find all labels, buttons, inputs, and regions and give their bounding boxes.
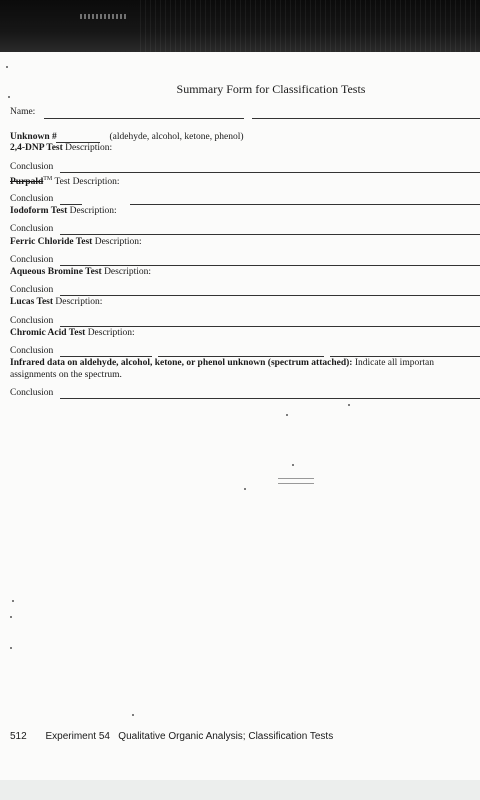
conclusion-chromic-field[interactable] xyxy=(60,356,152,357)
conclusion-purpald-field[interactable] xyxy=(60,204,82,205)
unknown-options: (aldehyde, alcohol, ketone, phenol) xyxy=(109,132,244,142)
chapter-title: Qualitative Organic Analysis; Classification Tests xyxy=(118,731,334,742)
unknown-label: Unknown # xyxy=(10,132,57,142)
conclusion-label: Conclusion xyxy=(10,194,54,204)
page-number: 512 xyxy=(10,731,27,742)
test-purpald-row: Purpald™ Test Description: xyxy=(10,176,120,188)
scan-speck xyxy=(6,66,8,68)
name-field[interactable] xyxy=(44,118,244,119)
scan-speck xyxy=(244,488,246,490)
scan-speck xyxy=(286,414,288,416)
test-ferric-name: Ferric Chloride Test xyxy=(10,237,93,247)
infrared-line2-row xyxy=(10,370,480,381)
page-title: Summary Form for Classification Tests xyxy=(176,82,366,96)
scan-smudge xyxy=(278,478,314,484)
scan-speck xyxy=(8,96,10,98)
infrared-row xyxy=(10,358,480,369)
name-label: Name: xyxy=(10,107,36,117)
conclusion-bromine-field[interactable] xyxy=(60,295,480,296)
scan-grain xyxy=(140,0,480,52)
test-ferric-row: Ferric Chloride Test Description: xyxy=(10,237,142,247)
infrared-heading: Infrared data on aldehyde, alcohol, ketone, or phenol unknown (spectrum attached): xyxy=(10,358,353,368)
test-dnp-row: 2,4-DNP Test Description: xyxy=(10,143,113,153)
name-row xyxy=(10,107,480,118)
conclusion-infrared-field[interactable] xyxy=(60,398,480,399)
scan-speck xyxy=(132,714,134,716)
scan-artifact xyxy=(80,14,126,19)
form-page xyxy=(0,52,480,780)
conclusion-dnp-field[interactable] xyxy=(60,172,480,173)
test-lucas-name: Lucas Test xyxy=(10,297,54,307)
scan-speck xyxy=(10,647,12,649)
conclusion-label: Conclusion xyxy=(10,388,54,398)
infrared-instruction: Indicate all importan xyxy=(354,358,434,368)
conclusion-lucas-field[interactable] xyxy=(60,326,480,327)
test-iodoform-name: Iodoform Test xyxy=(10,206,68,216)
conclusion-label: Conclusion xyxy=(10,346,54,356)
scan-speck xyxy=(292,464,294,466)
scan-dark-border xyxy=(0,0,480,52)
test-purpald-name: Purpald xyxy=(10,177,44,188)
conclusion-label: Conclusion xyxy=(10,285,54,295)
test-chromic-name: Chromic Acid Test xyxy=(10,328,86,338)
page-footer xyxy=(10,731,333,742)
experiment-label: Experiment 54 xyxy=(45,731,110,742)
test-dnp-name: 2,4-DNP Test xyxy=(10,143,63,153)
scan-speck xyxy=(10,616,12,618)
conclusion-purpald-field-extension[interactable] xyxy=(130,204,480,205)
conclusion-label: Conclusion xyxy=(10,255,54,265)
test-iodoform-row: Iodoform Test Description: xyxy=(10,206,117,216)
conclusion-ferric-field[interactable] xyxy=(60,265,480,266)
conclusion-label: Conclusion xyxy=(10,316,54,326)
conclusion-chromic-field-3[interactable] xyxy=(330,356,480,357)
conclusion-label: Conclusion xyxy=(10,162,54,172)
viewer-bottom-bar xyxy=(0,780,480,800)
test-bromine-name: Aqueous Bromine Test xyxy=(10,267,102,277)
name-field-extension[interactable] xyxy=(252,118,480,119)
test-chromic-row: Chromic Acid Test Description: xyxy=(10,328,135,338)
conclusion-iodoform-field[interactable] xyxy=(60,234,480,235)
test-lucas-row: Lucas Test Description: xyxy=(10,297,103,307)
conclusion-label: Conclusion xyxy=(10,224,54,234)
test-bromine-row: Aqueous Bromine Test Description: xyxy=(10,267,152,277)
scan-speck xyxy=(348,404,350,406)
infrared-instruction-2: assignments on the spectrum. xyxy=(10,370,122,380)
conclusion-chromic-field-2[interactable] xyxy=(158,356,324,357)
scan-speck xyxy=(12,600,14,602)
